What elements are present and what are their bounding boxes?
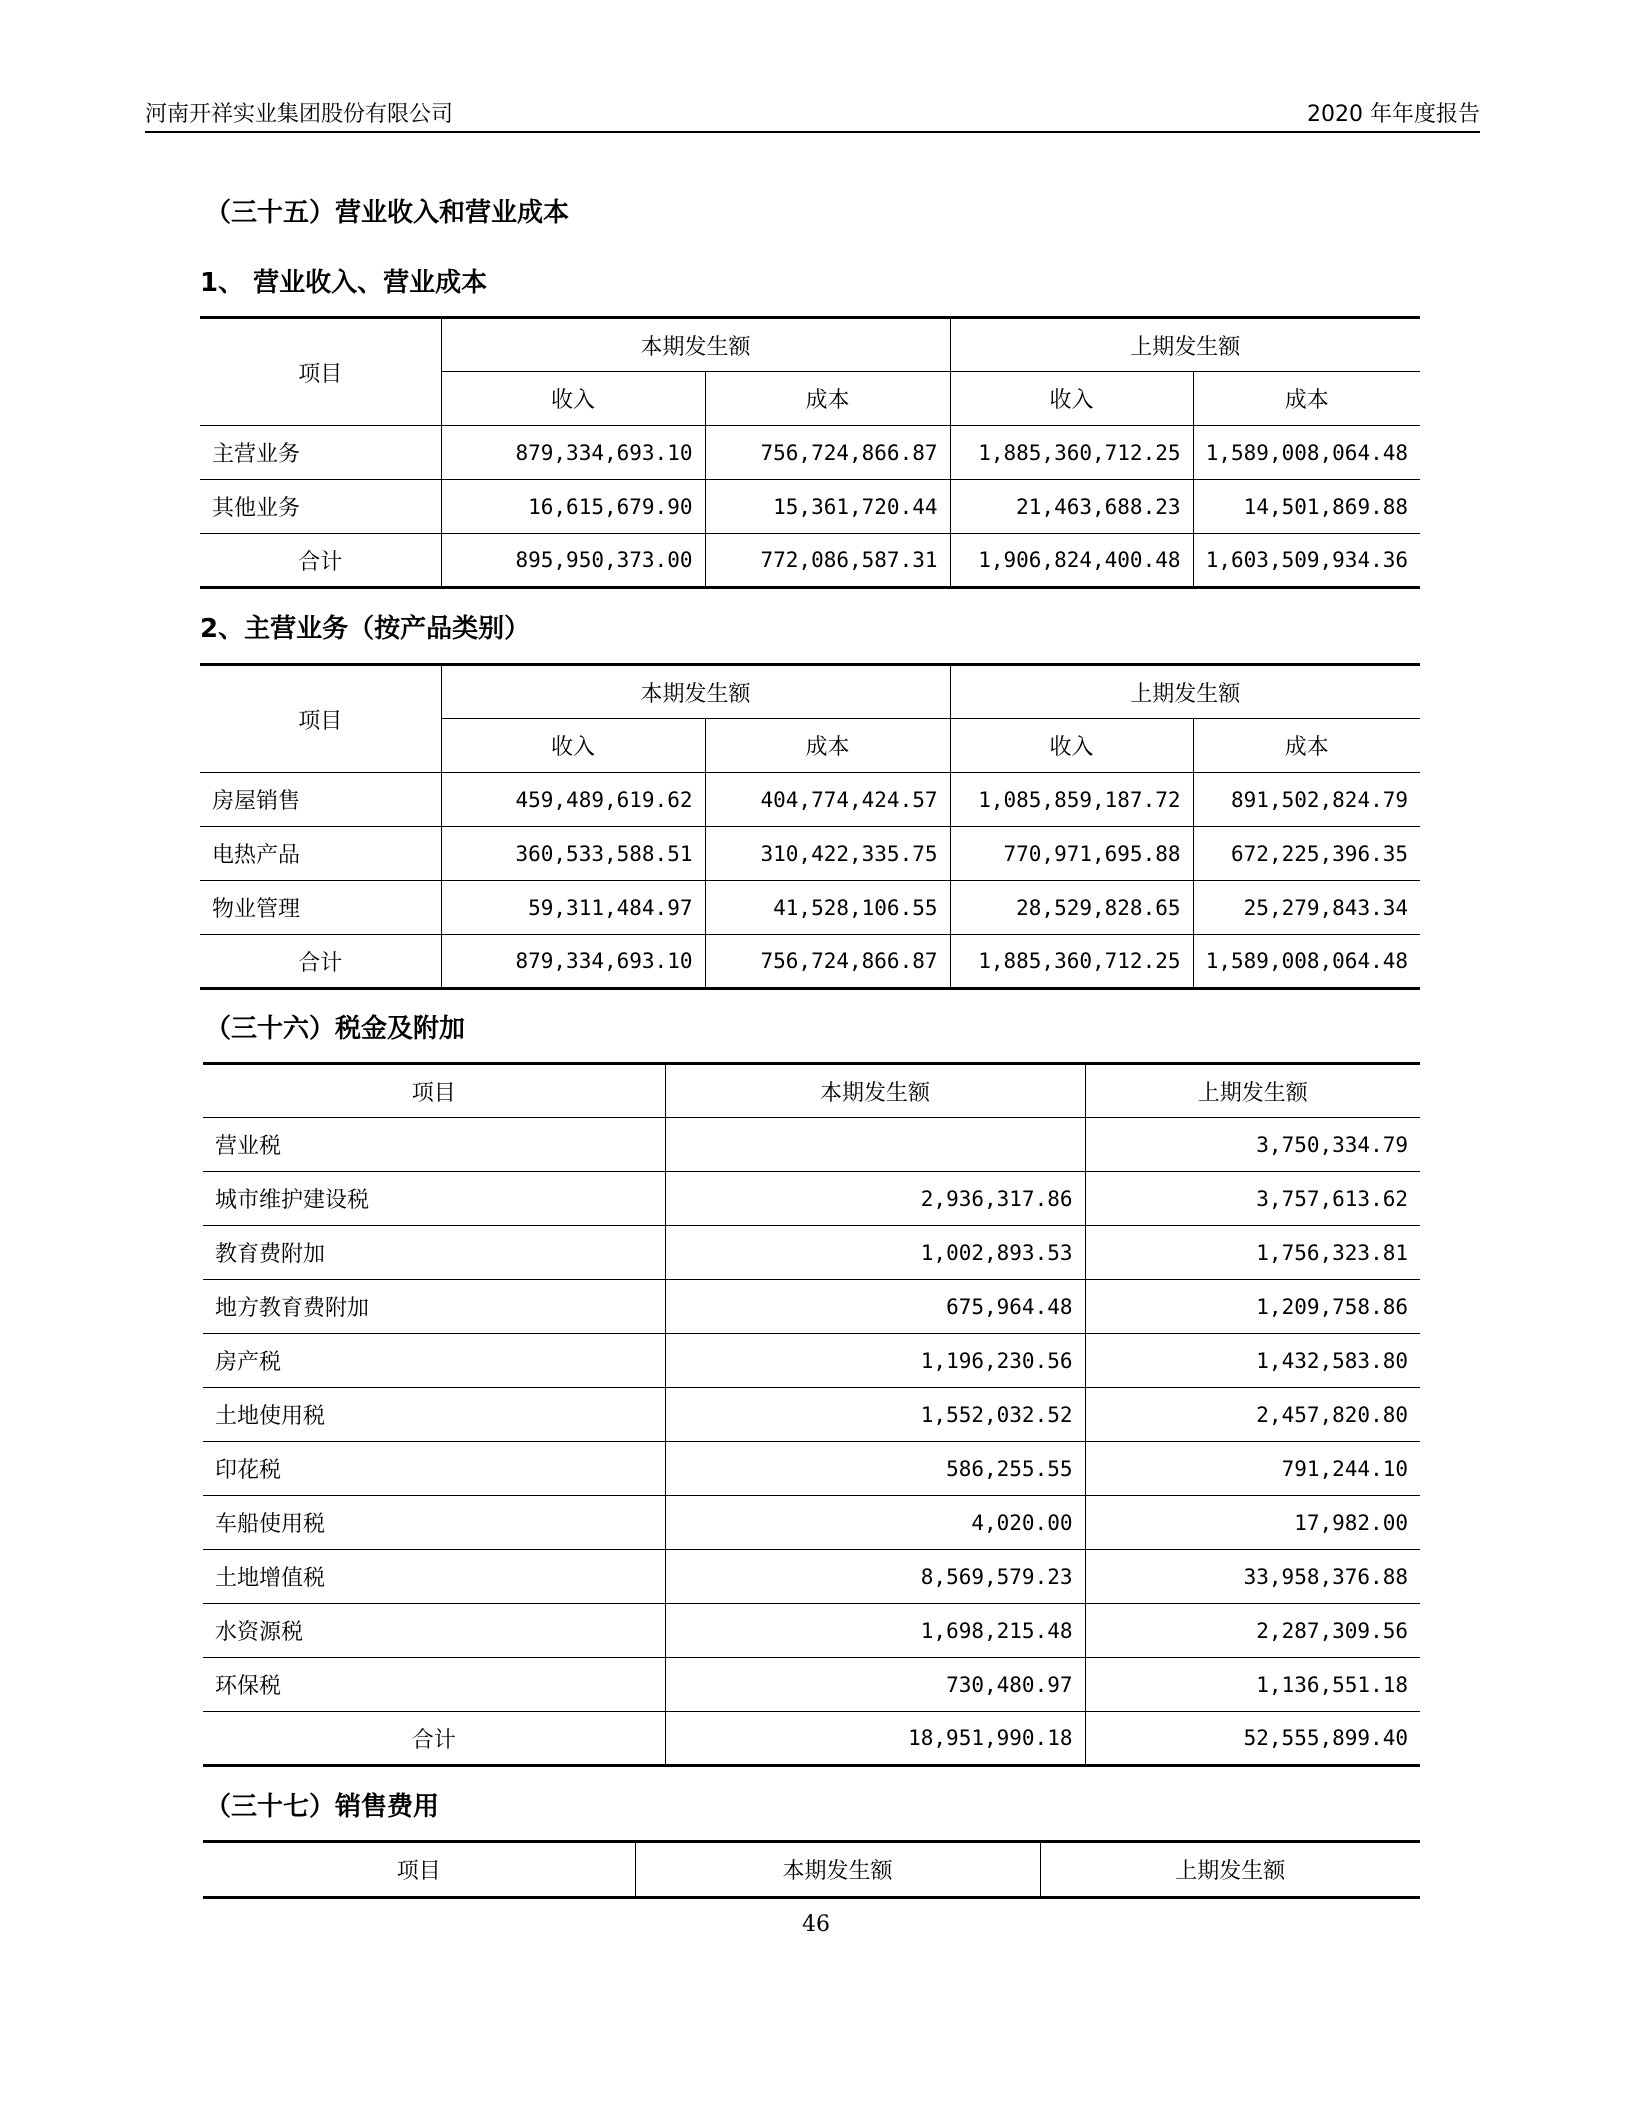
cell-value: 770,971,695.88 bbox=[950, 827, 1193, 881]
section-35-1-title: 1、 营业收入、营业成本 bbox=[200, 268, 488, 298]
table-row bbox=[203, 1172, 1420, 1226]
table-row-total bbox=[203, 1712, 1420, 1766]
row-label: 地方教育费附加 bbox=[203, 1280, 665, 1334]
row-label: 电热产品 bbox=[200, 827, 441, 881]
row-label: 房产税 bbox=[203, 1334, 665, 1388]
cell-value: 14,501,869.88 bbox=[1193, 480, 1420, 534]
row-label: 城市维护建设税 bbox=[203, 1172, 665, 1226]
cell-value: 791,244.10 bbox=[1085, 1442, 1420, 1496]
row-label: 其他业务 bbox=[200, 480, 441, 534]
cell-value: 772,086,587.31 bbox=[705, 534, 950, 588]
col-header-income: 收入 bbox=[950, 719, 1193, 773]
cell-value: 675,964.48 bbox=[665, 1280, 1085, 1334]
cell-value: 2,287,309.56 bbox=[1085, 1604, 1420, 1658]
table-row bbox=[200, 773, 1420, 827]
row-label: 房屋销售 bbox=[200, 773, 441, 827]
cell-value bbox=[665, 1118, 1085, 1172]
row-label: 水资源税 bbox=[203, 1604, 665, 1658]
cell-value: 730,480.97 bbox=[665, 1658, 1085, 1712]
section-37-title: （三十七）销售费用 bbox=[205, 1792, 440, 1822]
row-label: 土地使用税 bbox=[203, 1388, 665, 1442]
row-label: 环保税 bbox=[203, 1658, 665, 1712]
cell-value: 895,950,373.00 bbox=[441, 534, 705, 588]
cell-value: 1,885,360,712.25 bbox=[950, 426, 1193, 480]
table-row bbox=[203, 1334, 1420, 1388]
cell-value: 1,136,551.18 bbox=[1085, 1658, 1420, 1712]
cell-value: 1,906,824,400.48 bbox=[950, 534, 1193, 588]
company-name: 河南开祥实业集团股份有限公司 bbox=[145, 102, 454, 127]
table-row bbox=[203, 1118, 1420, 1172]
cell-value: 879,334,693.10 bbox=[441, 935, 705, 989]
row-label: 主营业务 bbox=[200, 426, 441, 480]
section-35-2-title: 2、主营业务（按产品类别） bbox=[200, 614, 531, 644]
cell-value: 756,724,866.87 bbox=[705, 935, 950, 989]
cell-value: 1,552,032.52 bbox=[665, 1388, 1085, 1442]
col-header-cost: 成本 bbox=[705, 719, 950, 773]
table-row bbox=[200, 426, 1420, 480]
col-header-current: 本期发生额 bbox=[635, 1842, 1040, 1898]
row-label: 合计 bbox=[203, 1712, 665, 1766]
cell-value: 3,757,613.62 bbox=[1085, 1172, 1420, 1226]
cell-value: 8,569,579.23 bbox=[665, 1550, 1085, 1604]
row-label: 印花税 bbox=[203, 1442, 665, 1496]
cell-value: 16,615,679.90 bbox=[441, 480, 705, 534]
col-header-prior: 上期发生额 bbox=[1085, 1064, 1420, 1118]
col-header-income: 收入 bbox=[441, 372, 705, 426]
report-title: 2020 年年度报告 bbox=[1307, 102, 1480, 127]
cell-value: 4,020.00 bbox=[665, 1496, 1085, 1550]
cell-value: 360,533,588.51 bbox=[441, 827, 705, 881]
cell-value: 3,750,334.79 bbox=[1085, 1118, 1420, 1172]
table-row bbox=[200, 480, 1420, 534]
cell-value: 21,463,688.23 bbox=[950, 480, 1193, 534]
product-category-table bbox=[200, 663, 1420, 990]
cell-value: 1,756,323.81 bbox=[1085, 1226, 1420, 1280]
col-header-cost: 成本 bbox=[705, 372, 950, 426]
page-header bbox=[145, 95, 1480, 133]
tax-surcharge-table bbox=[203, 1062, 1420, 1767]
col-header-current: 本期发生额 bbox=[441, 665, 950, 719]
cell-value: 25,279,843.34 bbox=[1193, 881, 1420, 935]
cell-value: 1,002,893.53 bbox=[665, 1226, 1085, 1280]
row-label: 教育费附加 bbox=[203, 1226, 665, 1280]
cell-value: 52,555,899.40 bbox=[1085, 1712, 1420, 1766]
col-header-prior: 上期发生额 bbox=[1040, 1842, 1420, 1898]
table-row bbox=[200, 827, 1420, 881]
table-row bbox=[203, 1496, 1420, 1550]
cell-value: 1,085,859,187.72 bbox=[950, 773, 1193, 827]
row-label: 土地增值税 bbox=[203, 1550, 665, 1604]
col-header-item: 项目 bbox=[203, 1064, 665, 1118]
col-header-cost: 成本 bbox=[1193, 372, 1420, 426]
cell-value: 17,982.00 bbox=[1085, 1496, 1420, 1550]
cell-value: 672,225,396.35 bbox=[1193, 827, 1420, 881]
col-header-item: 项目 bbox=[200, 318, 441, 426]
col-header-current: 本期发生额 bbox=[441, 318, 950, 372]
cell-value: 756,724,866.87 bbox=[705, 426, 950, 480]
table-row-total bbox=[200, 534, 1420, 588]
cell-value: 1,589,008,064.48 bbox=[1193, 935, 1420, 989]
row-label: 物业管理 bbox=[200, 881, 441, 935]
cell-value: 586,255.55 bbox=[665, 1442, 1085, 1496]
row-label: 车船使用税 bbox=[203, 1496, 665, 1550]
table-row bbox=[203, 1442, 1420, 1496]
cell-value: 1,698,215.48 bbox=[665, 1604, 1085, 1658]
cell-value: 2,936,317.86 bbox=[665, 1172, 1085, 1226]
table-row bbox=[203, 1280, 1420, 1334]
col-header-prior: 上期发生额 bbox=[950, 665, 1420, 719]
cell-value: 891,502,824.79 bbox=[1193, 773, 1420, 827]
cell-value: 41,528,106.55 bbox=[705, 881, 950, 935]
cell-value: 2,457,820.80 bbox=[1085, 1388, 1420, 1442]
table-row bbox=[203, 1658, 1420, 1712]
cell-value: 1,885,360,712.25 bbox=[950, 935, 1193, 989]
table-row bbox=[203, 1550, 1420, 1604]
col-header-income: 收入 bbox=[950, 372, 1193, 426]
cell-value: 28,529,828.65 bbox=[950, 881, 1193, 935]
col-header-cost: 成本 bbox=[1193, 719, 1420, 773]
cell-value: 33,958,376.88 bbox=[1085, 1550, 1420, 1604]
cell-value: 310,422,335.75 bbox=[705, 827, 950, 881]
cell-value: 59,311,484.97 bbox=[441, 881, 705, 935]
table-row bbox=[203, 1388, 1420, 1442]
row-label: 合计 bbox=[200, 935, 441, 989]
cell-value: 1,603,509,934.36 bbox=[1193, 534, 1420, 588]
table-row bbox=[203, 1604, 1420, 1658]
revenue-cost-table bbox=[200, 316, 1420, 589]
row-label: 营业税 bbox=[203, 1118, 665, 1172]
cell-value: 1,209,758.86 bbox=[1085, 1280, 1420, 1334]
col-header-income: 收入 bbox=[441, 719, 705, 773]
cell-value: 459,489,619.62 bbox=[441, 773, 705, 827]
page-number: 46 bbox=[802, 1912, 830, 1937]
cell-value: 404,774,424.57 bbox=[705, 773, 950, 827]
cell-value: 1,196,230.56 bbox=[665, 1334, 1085, 1388]
cell-value: 18,951,990.18 bbox=[665, 1712, 1085, 1766]
col-header-prior: 上期发生额 bbox=[950, 318, 1420, 372]
cell-value: 1,432,583.80 bbox=[1085, 1334, 1420, 1388]
section-35-title: （三十五）营业收入和营业成本 bbox=[205, 198, 570, 228]
table-row-total bbox=[200, 935, 1420, 989]
cell-value: 879,334,693.10 bbox=[441, 426, 705, 480]
section-36-title: （三十六）税金及附加 bbox=[205, 1014, 466, 1044]
table-row bbox=[203, 1226, 1420, 1280]
col-header-item: 项目 bbox=[203, 1842, 635, 1898]
cell-value: 1,589,008,064.48 bbox=[1193, 426, 1420, 480]
selling-expense-table bbox=[203, 1840, 1420, 1899]
col-header-item: 项目 bbox=[200, 665, 441, 773]
table-row bbox=[200, 881, 1420, 935]
row-label: 合计 bbox=[200, 534, 441, 588]
col-header-current: 本期发生额 bbox=[665, 1064, 1085, 1118]
cell-value: 15,361,720.44 bbox=[705, 480, 950, 534]
